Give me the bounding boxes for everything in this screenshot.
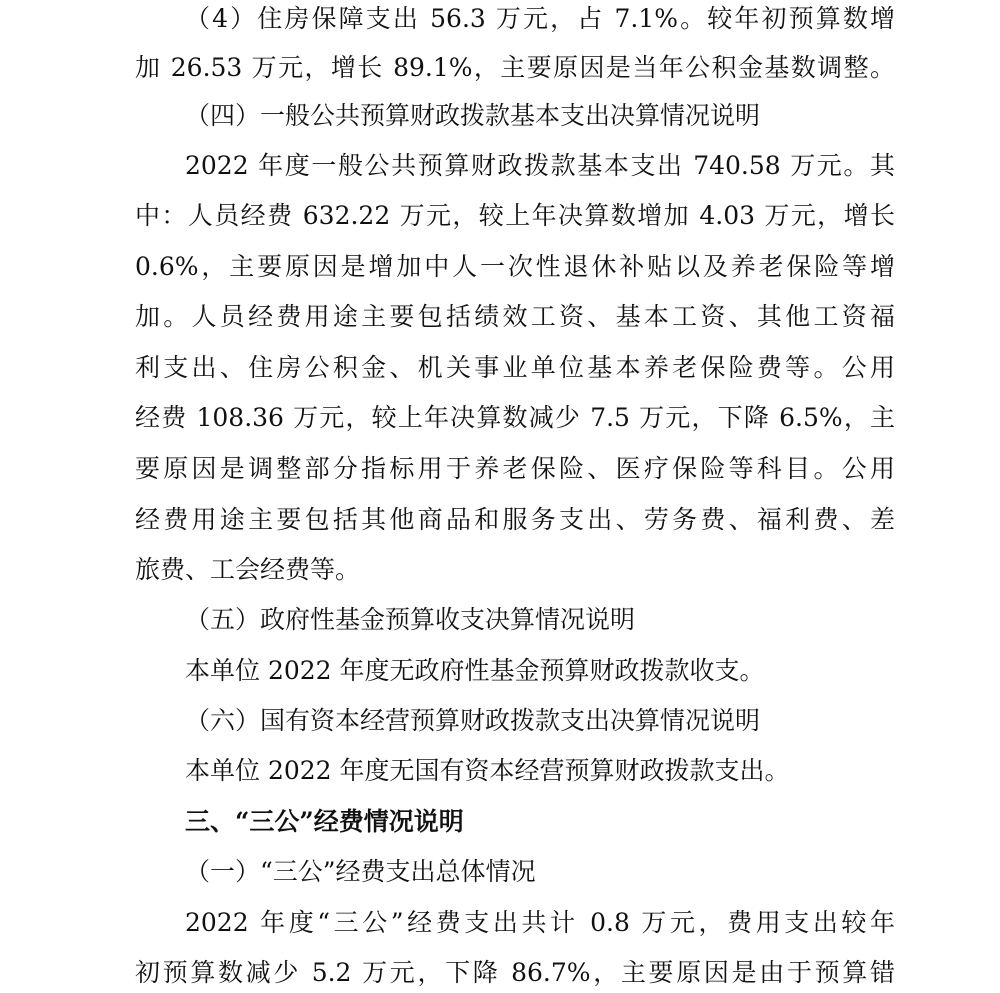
paragraph-line: 旅费、工会经费等。 <box>135 555 361 584</box>
paragraph-line: 加 26.53 万元，增长 89.1%，主要原因是当年公积金基数调整。 <box>135 53 895 82</box>
paragraph-line: 2022 年度一般公共预算财政拨款基本支出 740.58 万元。其 <box>185 151 895 180</box>
paragraph-line: 初预算数减少 5.2 万元，下降 86.7%，主要原因是由于预算错 <box>135 958 895 987</box>
paragraph-line: 要原因是调整部分指标用于养老保险、医疗保险等科目。公用 <box>135 454 895 483</box>
paragraph-line: 0.6%，主要原因是增加中人一次性退休补贴以及养老保险等增 <box>135 252 895 281</box>
paragraph-line: （4）住房保障支出 56.3 万元，占 7.1%。较年初预算数增 <box>185 4 895 33</box>
paragraph-line: 2022 年度“三公”经费支出共计 0.8 万元，费用支出较年 <box>185 908 895 937</box>
chapter-heading: 三、“三公”经费情况说明 <box>185 807 464 836</box>
section-heading: （六）国有资本经营预算财政拨款支出决算情况说明 <box>185 706 761 735</box>
paragraph-line: 中：人员经费 632.22 万元，较上年决算数增加 4.03 万元，增长 <box>135 201 895 230</box>
paragraph-line: 本单位 2022 年度无国有资本经营预算财政拨款支出。 <box>185 756 790 785</box>
section-heading: （四）一般公共预算财政拨款基本支出决算情况说明 <box>185 101 761 130</box>
section-heading: （五）政府性基金预算收支决算情况说明 <box>185 605 636 634</box>
paragraph-line: 经费用途主要包括其他商品和服务支出、劳务费、福利费、差 <box>135 505 895 534</box>
section-heading: （一）“三公”经费支出总体情况 <box>185 857 536 886</box>
paragraph-line: 经费 108.36 万元，较上年决算数减少 7.5 万元，下降 6.5%，主 <box>135 403 895 432</box>
paragraph-line: 加。人员经费用途主要包括绩效工资、基本工资、其他工资福 <box>135 302 895 331</box>
paragraph-line: 本单位 2022 年度无政府性基金预算财政拨款收支。 <box>185 656 765 685</box>
paragraph-line: 利支出、住房公积金、机关事业单位基本养老保险费等。公用 <box>135 353 895 382</box>
